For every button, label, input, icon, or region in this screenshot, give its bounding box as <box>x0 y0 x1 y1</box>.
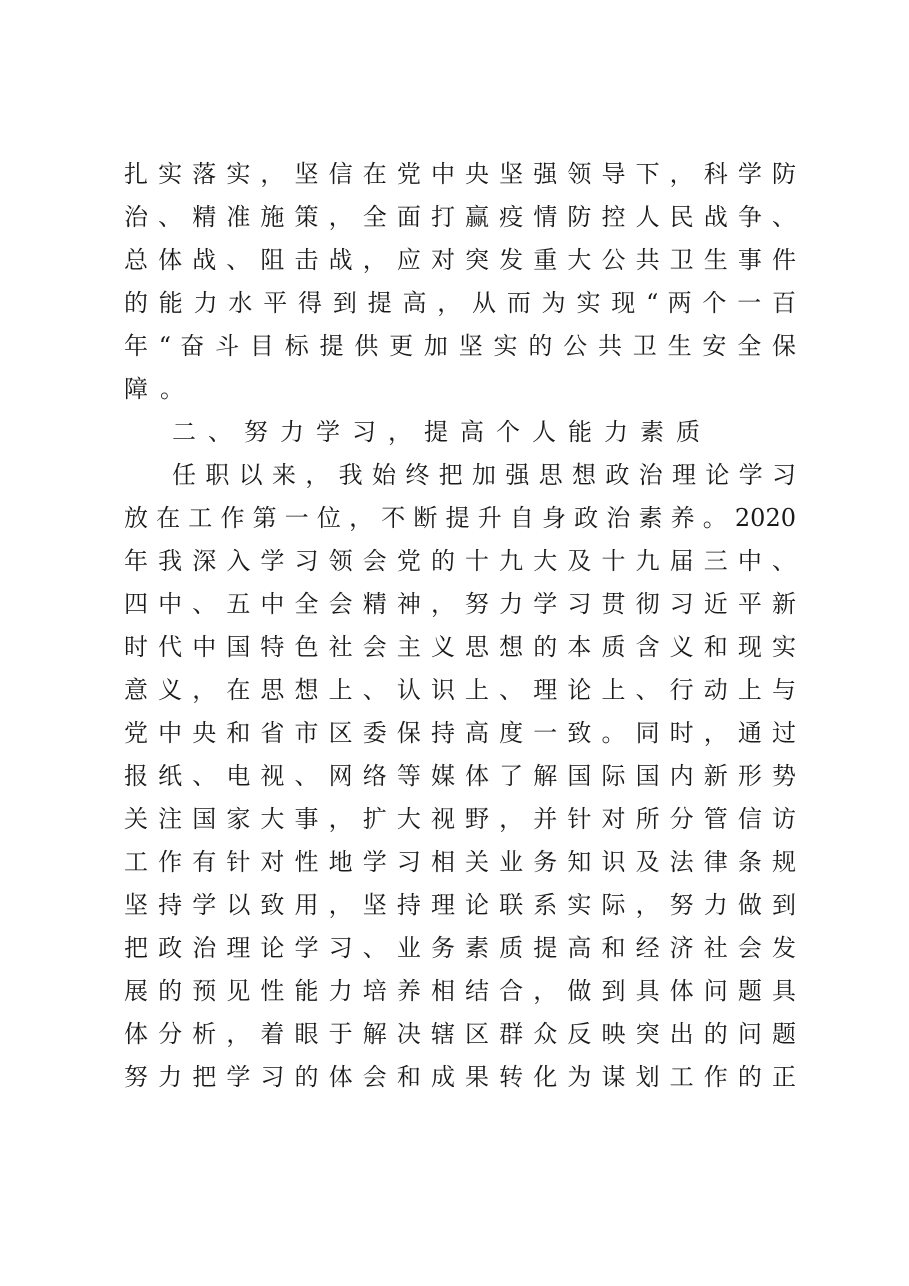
text-line-14: 党 中 央 和 省 市 区 委 保 持 高 度 一 致 。 同 时 ， 通 过 <box>124 719 796 747</box>
text-line-13: 意 义 ， 在 思 想 上 、 认 识 上 、 理 论 上 、 行 动 上 与 <box>124 676 796 704</box>
text-line-22: 努 力 把 学 习 的 体 会 和 成 果 转 化 为 谋 划 工 作 的 正 <box>124 1063 796 1091</box>
text-line-8: 任 职 以 来 ， 我 始 终 把 加 强 思 想 政 治 理 论 学 习 <box>172 461 796 489</box>
text-line-17: 工 作 有 针 对 性 地 学 习 相 关 业 务 知 识 及 法 律 条 规 <box>124 848 796 876</box>
text-line-11: 四 中 、 五 中 全 会 精 神 ， 努 力 学 习 贯 彻 习 近 平 新 <box>124 590 796 618</box>
text-line-3: 总 体 战 、 阻 击 战 ， 应 对 突 发 重 大 公 共 卫 生 事 件 <box>124 246 796 274</box>
text-line-15: 报 纸 、 电 视 、 网 络 等 媒 体 了 解 国 际 国 内 新 形 势 <box>124 762 796 790</box>
text-line-2: 治 、 精 准 施 策 ， 全 面 打 赢 疫 情 防 控 人 民 战 争 、 <box>124 203 796 231</box>
text-line-4: 的 能 力 水 平 得 到 提 高 ， 从 而 为 实 现 “ 两 个 一 百 <box>124 289 796 317</box>
text-line-10: 年 我 深 入 学 习 领 会 党 的 十 九 大 及 十 九 届 三 中 、 <box>124 547 796 575</box>
document-body <box>124 153 796 1099</box>
text-line-19: 把 政 治 理 论 学 习 、 业 务 素 质 提 高 和 经 济 社 会 发 <box>124 934 796 962</box>
text-line-6: 障。 <box>124 375 196 403</box>
text-line-21: 体 分 析 ， 着 眼 于 解 决 辖 区 群 众 反 映 突 出 的 问 题 <box>124 1020 796 1048</box>
text-line-1: 扎 实 落 实 ， 坚 信 在 党 中 央 坚 强 领 导 下 ， 科 学 防 <box>124 160 796 188</box>
text-line-16: 关 注 国 家 大 事 ， 扩 大 视 野 ， 并 针 对 所 分 管 信 访 <box>124 805 796 833</box>
section-heading: 二、努力学习，提高个人能力素质 <box>172 418 712 446</box>
text-line-12: 时 代 中 国 特 色 社 会 主 义 思 想 的 本 质 含 义 和 现 实 <box>124 633 796 661</box>
text-line-5: 年 “ 奋 斗 目 标 提 供 更 加 坚 实 的 公 共 卫 生 安 全 保 <box>124 332 796 360</box>
text-line-9: 放 在 工 作 第 一 位 ， 不 断 提 升 自 身 政 治 素 养 。 2020 <box>124 504 796 532</box>
text-line-18: 坚 持 学 以 致 用 ， 坚 持 理 论 联 系 实 际 ， 努 力 做 到 <box>124 891 796 919</box>
text-line-20: 展 的 预 见 性 能 力 培 养 相 结 合 ， 做 到 具 体 问 题 具 <box>124 977 796 1005</box>
